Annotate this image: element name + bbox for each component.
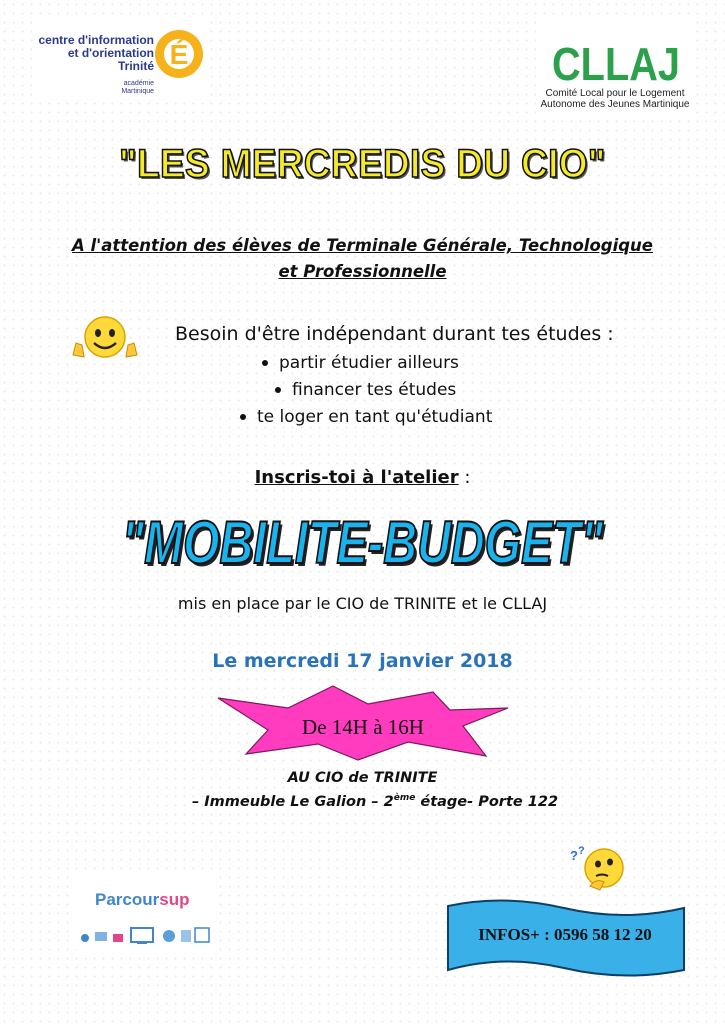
event-hours: De 14H à 16H xyxy=(302,715,424,739)
cllaj-logo-line-1: Comité Local pour le Logement xyxy=(545,88,685,99)
list-item: partir étudier ailleurs xyxy=(262,353,459,373)
cio-logo-line-3: Trinité xyxy=(117,59,154,73)
page-title: "LES MERCREDIS DU CIO" xyxy=(119,142,606,186)
cio-e-mark-letter: É xyxy=(169,39,189,70)
cllaj-logo xyxy=(540,22,690,114)
venue-line-1: AU CIO de TRINITE xyxy=(287,770,438,786)
list-item: financer tes études xyxy=(275,380,456,400)
audience-line-2: et Professionnelle xyxy=(278,262,447,281)
need-intro: Besoin d'être indépendant durant tes études : xyxy=(175,323,614,345)
venue-line-2: – Immeuble Le Galion – 2ème étage- Porte 122 xyxy=(191,793,559,810)
cio-logo-academy: académie Martinique xyxy=(121,80,154,95)
svg-text:?: ? xyxy=(578,845,585,857)
workshop-title: "MOBILITE-BUDGET" xyxy=(121,509,604,576)
parcoursup-logo xyxy=(75,870,217,950)
cllaj-logo-line-2: Autonome des Jeunes Martinique xyxy=(540,99,690,110)
parcoursup-icons xyxy=(77,922,215,948)
cio-e-mark-icon xyxy=(152,22,206,82)
parcoursup-wordmark: Parcoursup xyxy=(95,890,190,909)
cio-logo xyxy=(34,20,206,102)
thinking-smiley-icon xyxy=(568,842,630,892)
thumbs-up-smiley-icon xyxy=(70,313,140,365)
cio-logo-line-1: centre d'information xyxy=(38,33,154,47)
svg-text:?: ? xyxy=(570,848,578,863)
cio-logo-line-2: et d'orientation xyxy=(67,46,154,60)
audience-line-1: A l'attention des élèves de Terminale Générale, Technologique xyxy=(71,236,653,255)
signup-heading: Inscris-toi à l'atelier : xyxy=(254,467,471,488)
cllaj-mark-text: CLLAJ xyxy=(552,38,680,90)
contact-info: INFOS+ : 0596 58 12 20 xyxy=(478,925,652,944)
organizer-text: mis en place par le CIO de TRINITE et le CLLAJ xyxy=(177,594,548,613)
cllaj-mark-icon xyxy=(548,22,683,90)
list-item: te loger en tant qu'étudiant xyxy=(240,407,492,427)
audience-notice xyxy=(40,233,685,285)
event-date: Le mercredi 17 janvier 2018 xyxy=(212,650,513,672)
